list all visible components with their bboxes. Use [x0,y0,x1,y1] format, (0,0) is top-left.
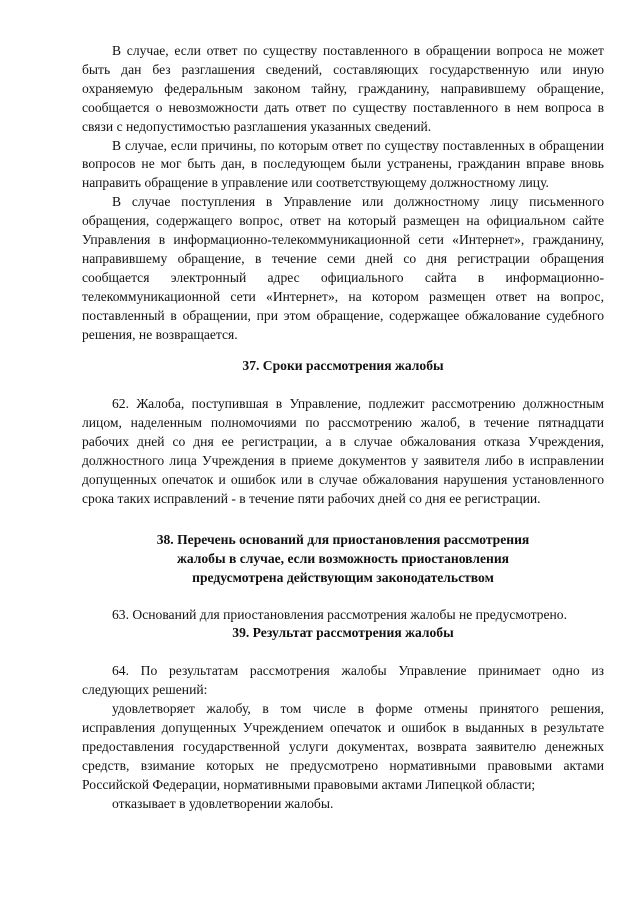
heading-section-39: 39. Результат рассмотрения жалобы [232,625,454,641]
paragraph-secret-info: В случае, если ответ по существу поставленного в обращении вопроса не может быть дан без разглашения сведений, составляющих государственную или иную охраняемую федеральным законом тайну, гражданину, направившему обращение, сообщается о невозможности дать ответ по существу поставленного в нем вопроса в связи с недопустимостью разглашения указанных сведений. [82,43,604,134]
heading-section-37: 37. Сроки рассмотрения жалобы [242,357,444,373]
paragraph-64: 64. По результатам рассмотрения жалобы Управление принимает одно из следующих решений: [82,663,604,698]
paragraph-62: 62. Жалоба, поступившая в Управление, подлежит рассмотрению должностным лицом, наделенным полномочиями по рассмотрению жалоб, в течение пятнадцати рабочих дней со дня ее регистрации, а в случае обжалования отказа Учреждения, должностного лица Учреждения в приеме документов у заявителя либо в исправлении допущенных опечаток и ошибок или в случае обжалования нарушения установленного срока таких исправлений - в течение пяти рабочих дней со дня ее регистрации. [82,396,604,506]
paragraph-answer-on-website: В случае поступления в Управление или должностному лицу письменного обращения, содержащего вопрос, ответ на который размещен на официальном сайте Управления в информационно-телекоммуникационной сети «Интернет», гражданину, направившему обращение, в течение семи дней со дня регистрации обращения сообщается электронный адрес официального сайта в информационно-телекоммуникационной сети «Интернет», на котором размещен ответ на вопрос, поставленный в обращении, при этом обращение, содержащее обжалование судебного решения, не возвращается. [82,194,604,342]
heading-section-38-line2: жалобы в случае, если возможность приостановления [176,550,510,566]
paragraph-reasons-eliminated: В случае, если причины, по которым ответ по существу поставленных в обращении вопросов не мог быть дан, в последующем были устранены, гражданин вправе вновь направить обращение в управление или соответствующему должностному лицу. [82,137,604,191]
heading-section-38-line3: предусмотрена действующим законодательством [192,569,494,585]
paragraph-64-option-refuse: отказывает в удовлетворении жалобы. [112,795,334,811]
document-page [82,42,604,814]
paragraph-63: 63. Оснований для приостановления рассмотрения жалобы не предусмотрено. [112,606,567,622]
heading-section-38 [82,531,604,588]
heading-section-38-line1: 38. Перечень оснований для приостановления рассмотрения [156,531,530,547]
paragraph-64-option-satisfy: удовлетворяет жалобу, в том числе в форме отмены принятого решения, исправления допущенных Учреждением опечаток и ошибок в выданных в результате предоставления государственной услуги документах, возврата заявителю денежных средств, взимание которых не предусмотрено нормативными правовыми актами Российской Федерации, нормативными правовыми актами Липецкой области; [82,701,604,792]
